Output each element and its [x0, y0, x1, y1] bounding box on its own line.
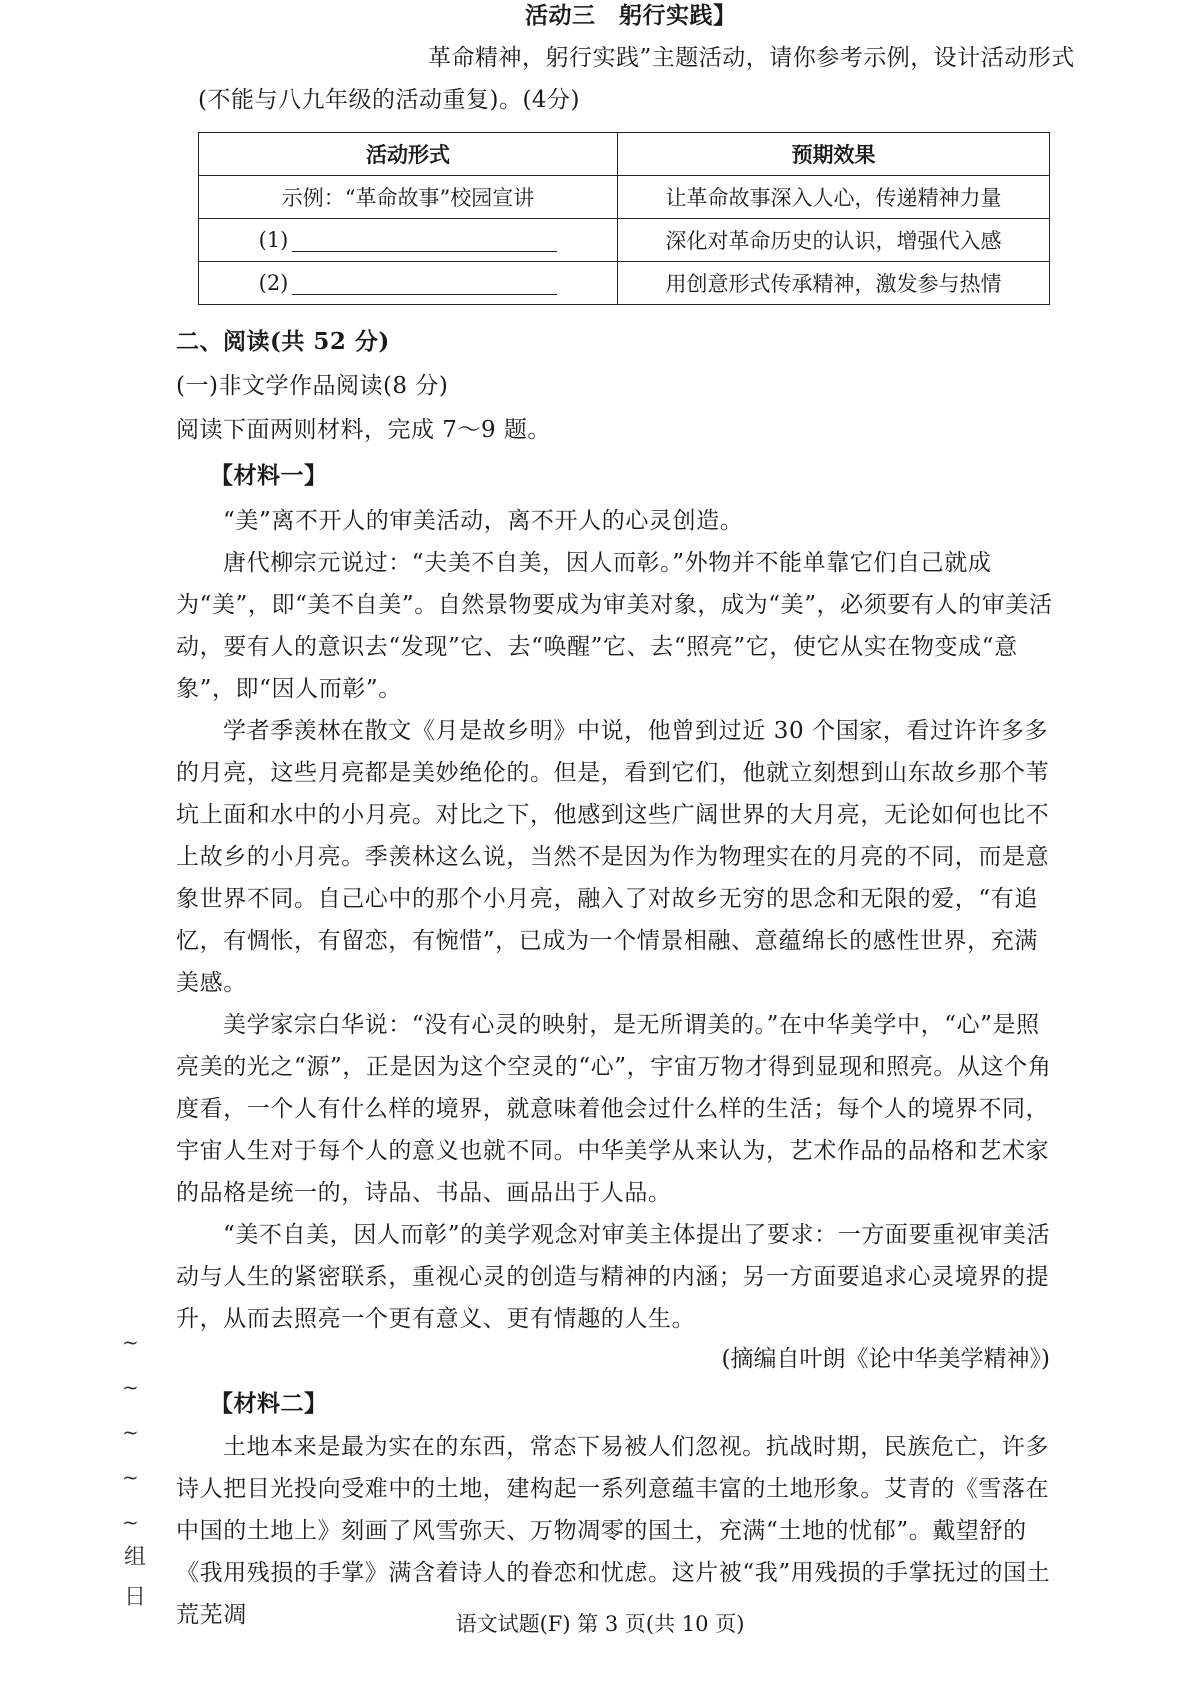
- answer-blank-1[interactable]: [292, 231, 557, 252]
- table-row: [199, 176, 1050, 219]
- table-row: [199, 262, 1050, 305]
- header-activity-form: 活动形式: [199, 133, 618, 176]
- margin-tick: ~: [122, 1510, 139, 1534]
- header-expected-effect: 预期效果: [618, 133, 1050, 176]
- margin-tick: ~: [122, 1330, 139, 1354]
- row-number: (2): [258, 271, 289, 295]
- margin-label-day: 日: [124, 1585, 147, 1610]
- reading-instruction: 阅读下面两则材料，完成 7～9 题。: [176, 417, 551, 443]
- example-effect-cell: 让革命故事深入人心，传递精神力量: [618, 176, 1050, 219]
- material1-paragraph-2: 唐代柳宗元说过：“夫美不自美，因人而彰。”外物并不能单靠它们自己就成为“美”，即“美不自美”。自然景物要成为审美对象，成为“美”，必须要有人的审美活动，要有人的意识去“发现”它、去“唤醒”它、去“照亮”它，使它从实在物变成“意象”，即“因人而彰”。: [176, 550, 1053, 702]
- margin-label-group: 组: [124, 1545, 147, 1570]
- activity-table: [198, 132, 1050, 305]
- material1-source: (摘编自叶朗《论中华美学精神》): [721, 1346, 1050, 1372]
- material1-paragraph-1: “美”离不开人的审美活动，离不开人的心灵创造。: [223, 508, 744, 534]
- answer-blank-2[interactable]: [292, 274, 557, 295]
- material1-label: 【材料一】: [210, 462, 328, 489]
- row-number: (1): [258, 228, 289, 252]
- material2-paragraph-1: 土地本来是最为实在的东西，常态下易被人们忽视。抗战时期，民族危亡，许多诗人把目光投向受难中的土地，建构起一系列意蕴丰富的土地形象。艾青的《雪落在中国的土地上》刻画了风雪弥天、万物凋零的国土，充满“土地的忧郁”。戴望舒的《我用残损的手掌》满含着诗人的眷恋和忧虑。这片被“我”用残损的手掌抚过的国土荒芜凋: [176, 1434, 1051, 1628]
- margin-tick: ~: [122, 1465, 139, 1489]
- answer-form-cell-1[interactable]: [199, 219, 618, 262]
- activity-title: 活动三 躬行实践】: [525, 2, 737, 29]
- margin-tick: ~: [122, 1420, 139, 1444]
- margin-tick: ~: [122, 1375, 139, 1399]
- subsection-title: (一)非文学作品阅读(8 分): [176, 373, 449, 399]
- activity-intro-line1: 革命精神，躬行实践”主题活动，请你参考示例，设计活动形式: [428, 45, 1075, 71]
- table-header-row: [199, 133, 1050, 176]
- effect-cell-2: 用创意形式传承精神，激发参与热情: [618, 262, 1050, 305]
- section-title: 二、阅读(共 52 分): [176, 328, 390, 355]
- material1-paragraph-3: 学者季羡林在散文《月是故乡明》中说，他曾到过近 30 个国家，看过许许多多的月亮，这些月亮都是美妙绝伦的。但是，看到它们，他就立刻想到山东故乡那个苇坑上面和水中的小月亮。对比之下，他感到这些广阔世界的大月亮，无论如何也比不上故乡的小月亮。季羡林这么说，当然不是因为作为物理实在的月亮的不同，而是意象世界不同。自己心中的那个小月亮，融入了对故乡无穷的思念和无限的爱，“有追忆，有惆怅，有留恋，有惋惜”，已成为一个情景相融、意蕴绵长的感性世界，充满美感。: [176, 718, 1050, 996]
- material2-label: 【材料二】: [210, 1390, 328, 1417]
- answer-form-cell-2[interactable]: [199, 262, 618, 305]
- table-row: [199, 219, 1050, 262]
- material1-paragraph-5: “美不自美，因人而彰”的美学观念对审美主体提出了要求：一方面要重视审美活动与人生的紧密联系，重视心灵的创造与精神的内涵；另一方面要追求心灵境界的提升，从而去照亮一个更有意义、更有情趣的人生。: [176, 1222, 1051, 1332]
- page-footer: 语文试题(F) 第 3 页(共 10 页): [455, 1612, 745, 1636]
- activity-intro-line2: (不能与八九年级的活动重复)。(4分): [198, 87, 581, 113]
- effect-cell-1: 深化对革命历史的认识，增强代入感: [618, 219, 1050, 262]
- example-form-cell: 示例：“革命故事”校园宣讲: [199, 176, 618, 219]
- material1-paragraph-4: 美学家宗白华说：“没有心灵的映射，是无所谓美的。”在中华美学中，“心”是照亮美的光之“源”，正是因为这个空灵的“心”，宇宙万物才得到显现和照亮。从这个角度看，一个人有什么样的境界，就意味着他会过什么样的生活；每个人的境界不同，宇宙人生对于每个人的意义也就不同。中华美学从来认为，艺术作品的品格和艺术家的品格是统一的，诗品、书品、画品出于人品。: [176, 1012, 1052, 1206]
